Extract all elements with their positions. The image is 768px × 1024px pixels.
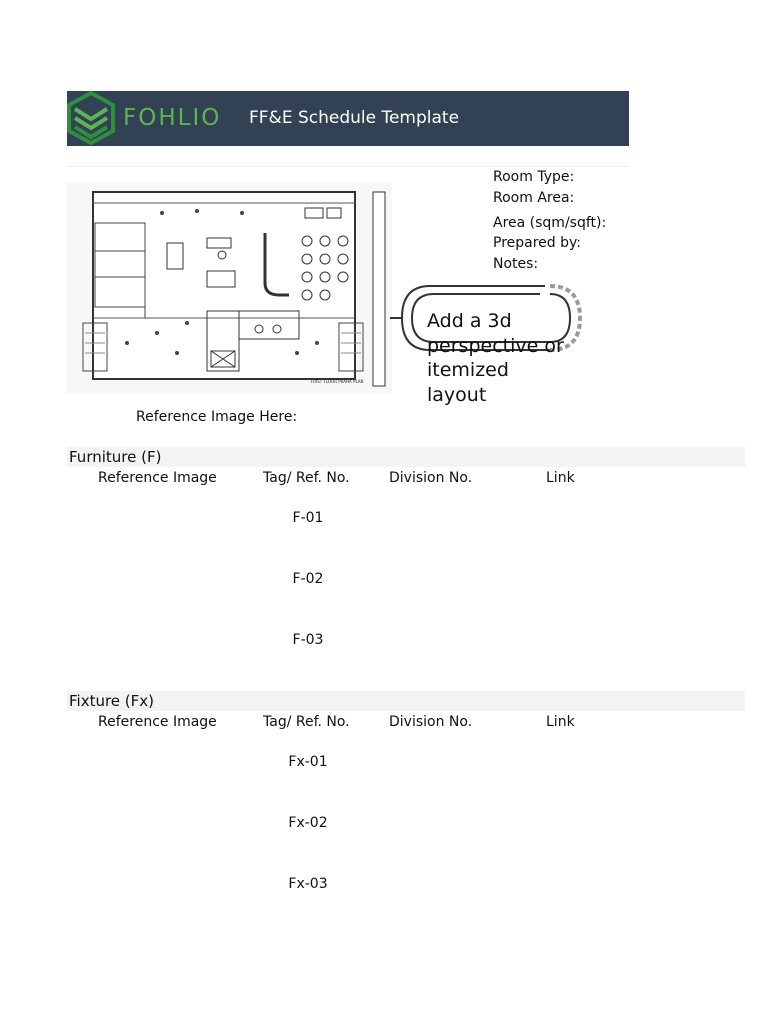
tag-cell: F-01 (292, 510, 324, 526)
floor-plan-image (67, 183, 392, 393)
brand-name: FOHLIO (123, 105, 222, 131)
section-title: Furniture (F) (69, 448, 162, 466)
tag-cell: Fx-02 (288, 815, 328, 831)
floor-plan-caption: FIRST FLOOR PRAHA PLAN (311, 379, 364, 384)
room-type-label: Room Type: (493, 169, 575, 185)
callout-text: Add a 3d perspective or itemized layout (427, 310, 564, 406)
tag-cell: F-02 (292, 571, 324, 587)
room-area-label: Room Area: (493, 190, 575, 206)
column-header-tag: Tag/ Ref. No. (263, 470, 350, 486)
section-header-furniture (67, 447, 745, 467)
header-banner (67, 91, 629, 146)
section-header-fixture (67, 691, 745, 711)
column-header-link: Link (546, 470, 575, 486)
column-header-link: Link (546, 714, 575, 730)
column-header-tag: Tag/ Ref. No. (263, 714, 350, 730)
prepared-by-label: Prepared by: (493, 235, 581, 251)
tag-cell: Fx-01 (288, 754, 328, 770)
tag-cell: Fx-03 (288, 876, 328, 892)
column-header-reference-image: Reference Image (98, 714, 217, 730)
section-title: Fixture (Fx) (69, 692, 155, 710)
reference-image-caption: Reference Image Here: (136, 409, 298, 425)
page-title: FF&E Schedule Template (249, 108, 460, 128)
column-header-reference-image: Reference Image (98, 470, 217, 486)
fohlio-logo-icon (67, 91, 115, 146)
column-header-division: Division No. (389, 714, 473, 730)
area-units-label: Area (sqm/sqft): (493, 215, 607, 231)
column-header-division: Division No. (389, 470, 473, 486)
divider (67, 166, 629, 167)
notes-label: Notes: (493, 256, 539, 272)
tag-cell: F-03 (292, 632, 324, 648)
